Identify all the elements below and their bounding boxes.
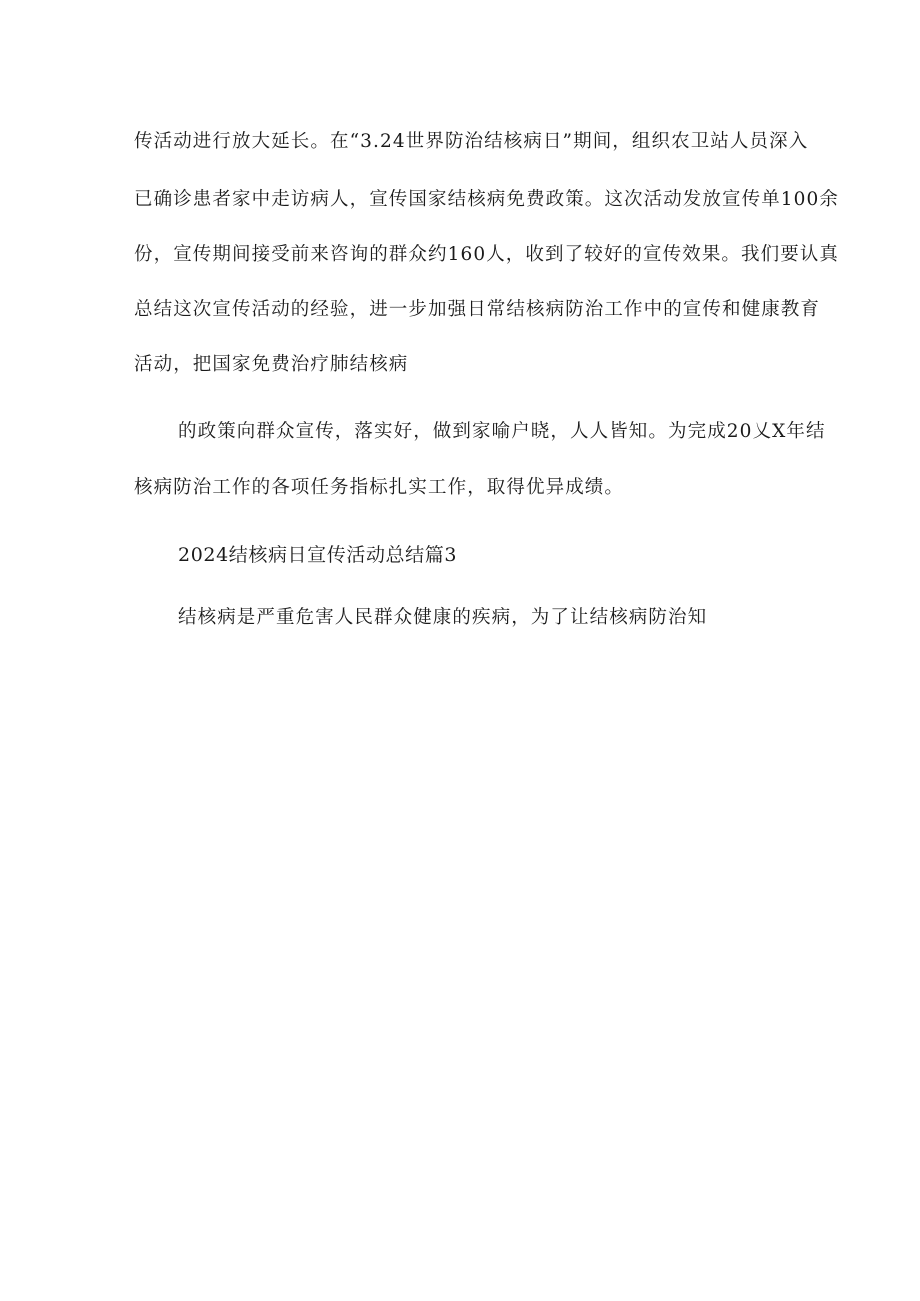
section-heading: 2024结核病日宣传活动总结篇3	[178, 544, 458, 566]
paragraph-2-line-2: 核病防治工作的各项任务指标扎实工作，取得优异成绩。	[134, 477, 625, 498]
paragraph-1-line-5: 活动，把国家免费治疗肺结核病	[134, 354, 409, 375]
paragraph-1-line-4: 总结这次宣传活动的经验，进一步加强日常结核病防治工作中的宣传和健康教育	[134, 299, 821, 320]
paragraph-2-line-1: 的政策向群众宣传，落实好，做到家喻户晓，人人皆知。为完成20乂X年结	[178, 421, 826, 442]
paragraph-3-line-1: 结核病是严重危害人民群众健康的疾病，为了让结核病防治知	[178, 607, 708, 628]
paragraph-1-line-3: 份，宣传期间接受前来咨询的群众约160人，收到了较好的宣传效果。我们要认真	[134, 244, 840, 265]
paragraph-1-line-2: 已确诊患者家中走访病人，宣传国家结核病免费政策。这次活动发放宣传单100余	[134, 189, 840, 210]
paragraph-1-line-1: 传活动进行放大延长。在“3.24世界防治结核病日”期间，组织农卫站人员深入	[134, 131, 809, 152]
